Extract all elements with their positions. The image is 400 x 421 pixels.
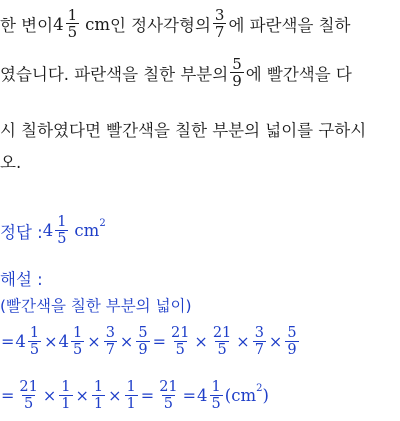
answer-line: 정답 : 4 $\frac{1}{5}$ cm 2 xyxy=(0,214,106,247)
problem-line-2: 였습니다. 파란색을 칠한 부분의 $\frac{5}{9}$ 에 빨간색을 다 xyxy=(0,55,352,90)
problem-line-1: 한 변이 4 $\frac{1}{5}$ cm 인 정사각형의 $\frac{3}{7}$ 에 파란색을 칠하 xyxy=(0,6,351,41)
fraction: $\frac{3}{7}$ xyxy=(214,6,225,41)
fraction: $\frac{5}{9}$ xyxy=(232,55,242,90)
answer-label: 정답 : xyxy=(0,222,43,242)
formula-label: (빨간색을 칠한 부분의 넓이) xyxy=(0,297,192,315)
fraction: $\frac{1}{5}$ xyxy=(67,6,78,41)
explanation-label: 해설 : xyxy=(0,270,43,289)
fraction: $\frac{1}{5}$ xyxy=(57,214,67,247)
equation-line-2: = $\frac{21}{5}$ × $\frac{1}{1}$ × $\frac{1}{1}$ × $\frac{1}{1}$ = $\frac{21}{5}$ = 4 $\frac{1}{5}$ (cm 2 ) xyxy=(1,379,269,412)
problem-line-4: 오. xyxy=(0,153,22,172)
equation-line-1: = 4 $\frac{1}{5}$ × 4 $\frac{1}{5}$ × $\frac{3}{7}$ × $\frac{5}{9}$ = $\frac{21}{5}$ × $\frac{21}{5}$ × $\frac{3}{7}$ × $\frac{5}{9}$ xyxy=(1,325,297,358)
problem-line-3: 시 칠하였다면 빨간색을 칠한 부분의 넓이를 구하시 xyxy=(0,121,367,140)
